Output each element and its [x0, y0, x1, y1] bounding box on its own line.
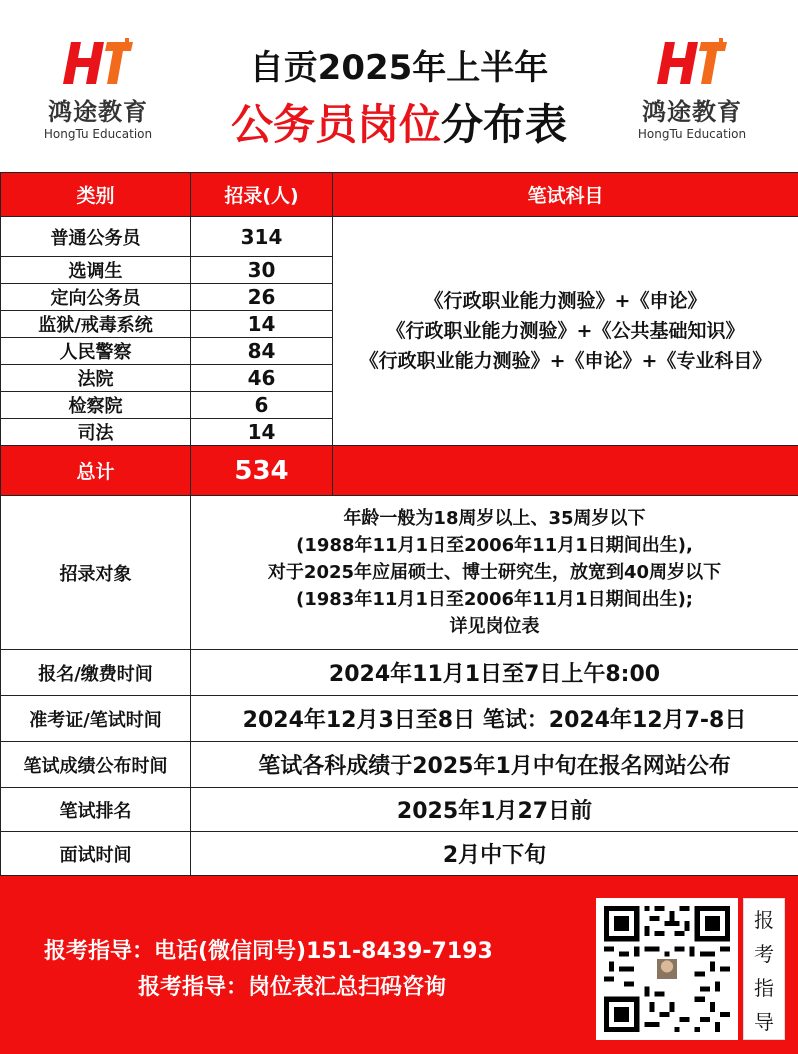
results-row [1, 742, 798, 788]
eligibility-line: 详见岗位表 [449, 616, 540, 637]
brand-logo-right [622, 38, 762, 141]
category-cell: 选调生 [1, 257, 191, 284]
ranking-row [1, 788, 798, 832]
eligibility-row [1, 496, 798, 650]
eligibility-line: (1983年11月1日至2006年11月1日期间出生); [296, 589, 693, 610]
qr-code-icon [604, 906, 730, 1032]
page-title-black: 分布表 [441, 100, 568, 149]
interview-value: 2月中下旬 [191, 832, 798, 876]
side-char: 考 [754, 942, 774, 966]
category-cell: 普通公务员 [1, 217, 191, 257]
eligibility-line: 年龄一般为18周岁以上、35周岁以下 [343, 508, 646, 529]
registration-value: 2024年11月1日至7日上午8:00 [191, 650, 798, 696]
count-cell: 46 [191, 365, 333, 392]
eligibility-line: 对于2025年应届硕士、博士研究生，放宽到40周岁以下 [267, 562, 722, 583]
eligibility-line: (1988年11月1日至2006年11月1日期间出生), [296, 535, 693, 556]
table-row [1, 217, 798, 257]
side-char: 导 [754, 1010, 774, 1034]
side-char: 指 [754, 976, 774, 1000]
admission-value: 2024年12月3日至8日 笔试：2024年12月7-8日 [191, 696, 798, 742]
brand-name-cn: 鸿途教育 [642, 98, 742, 126]
total-row [1, 446, 798, 496]
count-cell: 30 [191, 257, 333, 284]
count-cell: 314 [191, 217, 333, 257]
ht-logo-icon [63, 38, 133, 88]
total-label: 总计 [1, 446, 191, 496]
interview-label: 面试时间 [1, 832, 191, 876]
contact-phone: 报考指导：电话(微信同号)151-8439-7193 [44, 939, 493, 964]
page-title-line1: 自贡2025年上半年 [249, 48, 549, 88]
page-title-red: 公务员岗位 [230, 100, 441, 149]
footer [0, 876, 798, 1054]
admission-row [1, 696, 798, 742]
category-cell: 监狱/戒毒系统 [1, 311, 191, 338]
recruitment-table [0, 172, 798, 876]
qr-code[interactable] [596, 898, 738, 1040]
count-cell: 26 [191, 284, 333, 311]
header [0, 0, 798, 172]
page-title-line2 [200, 92, 598, 152]
count-cell: 14 [191, 419, 333, 446]
side-char: 报 [754, 908, 774, 932]
eligibility-value [191, 496, 798, 650]
registration-label: 报名/缴费时间 [1, 650, 191, 696]
category-cell: 检察院 [1, 392, 191, 419]
subject-line: 《行政职业能力测验》+《申论》 [424, 290, 707, 312]
admission-label: 准考证/笔试时间 [1, 696, 191, 742]
total-value: 534 [191, 446, 333, 496]
ranking-label: 笔试排名 [1, 788, 191, 832]
total-empty-cell [333, 446, 798, 496]
header-subjects: 笔试科目 [333, 173, 798, 217]
contact-qr-hint: 报考指导：岗位表汇总扫码咨询 [138, 975, 447, 1000]
consult-side-label [743, 898, 785, 1040]
registration-row [1, 650, 798, 696]
table-header-row [1, 173, 798, 217]
ranking-value: 2025年1月27日前 [191, 788, 798, 832]
subject-line: 《行政职业能力测验》+《申论》+《专业科目》 [359, 350, 772, 372]
category-cell: 司法 [1, 419, 191, 446]
count-cell: 6 [191, 392, 333, 419]
results-label: 笔试成绩公布时间 [1, 742, 191, 788]
brand-name-en: HongTu Education [43, 127, 153, 141]
header-category: 类别 [1, 173, 191, 217]
ht-logo-icon [657, 38, 727, 88]
subject-line: 《行政职业能力测验》+《公共基础知识》 [386, 320, 745, 342]
category-cell: 人民警察 [1, 338, 191, 365]
count-cell: 84 [191, 338, 333, 365]
brand-name-cn: 鸿途教育 [48, 98, 148, 126]
eligibility-label: 招录对象 [1, 496, 191, 650]
count-cell: 14 [191, 311, 333, 338]
subjects-cell [333, 217, 798, 446]
results-value: 笔试各科成绩于2025年1月中旬在报名网站公布 [191, 742, 798, 788]
category-cell: 法院 [1, 365, 191, 392]
interview-row [1, 832, 798, 876]
brand-logo-left [28, 38, 168, 141]
brand-name-en: HongTu Education [637, 127, 747, 141]
category-cell: 定向公务员 [1, 284, 191, 311]
header-count: 招录(人) [191, 173, 333, 217]
